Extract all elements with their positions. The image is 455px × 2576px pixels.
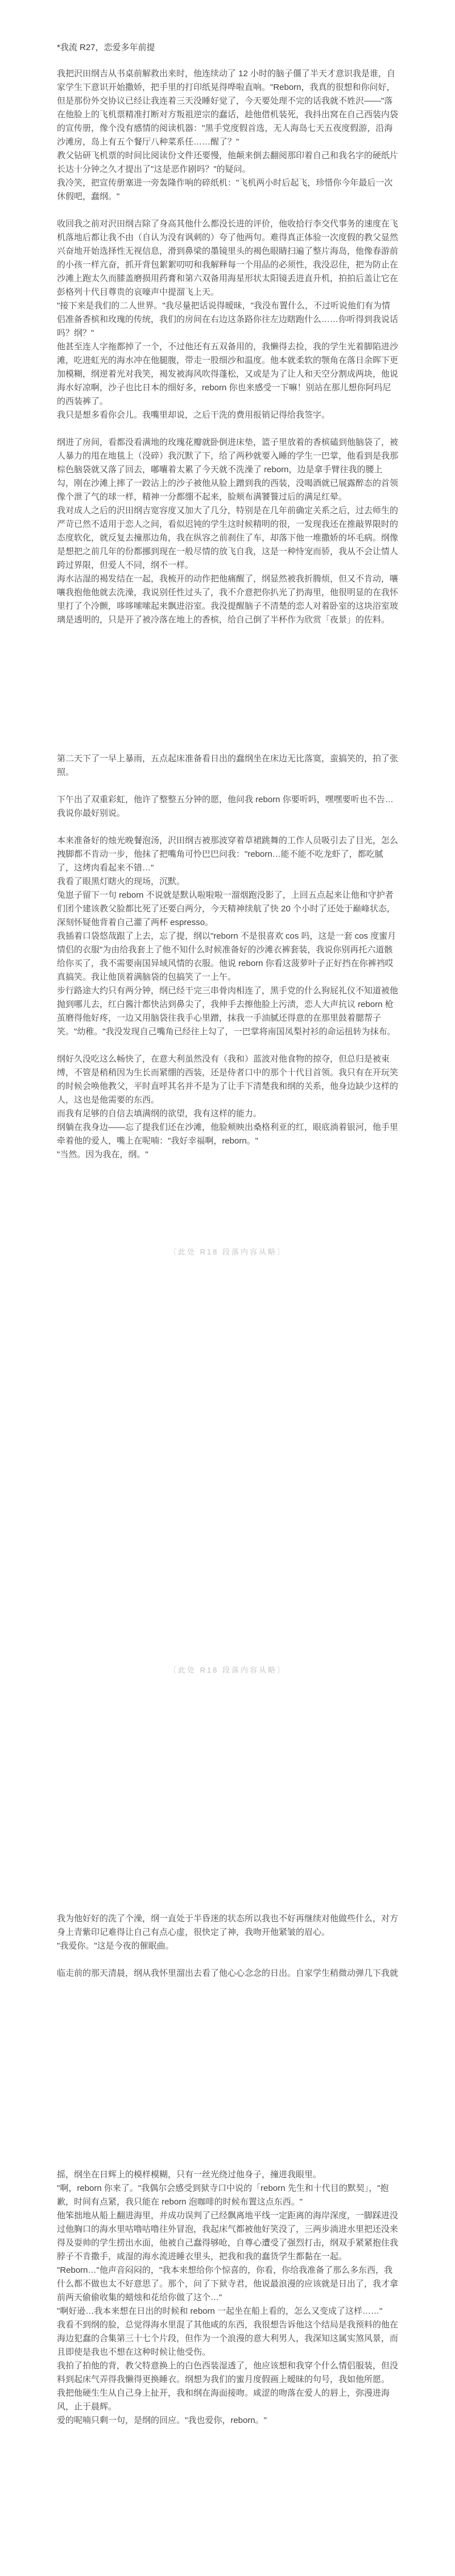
redacted-passage (57, 1175, 398, 1329)
whitespace-gap (57, 779, 398, 793)
paragraph: 我只是想多看你会儿。我嘴里却说，之后干洗的费用报销记得给我签字。 (57, 410, 330, 420)
paragraph: 我对成人之后的沢田纲吉宽容度又加大了几分，特别是在几年前确定关系之后，过去师生的严苛已然不适用于恋人之间，看似迟钝的学生这时候精明的很，一发现我还在推敲界限时的态度软化，就反复去撞那边角，我在纵容之前刹住了车，却落下他一堆撒娇的坏毛病。纲像是想把之前几年的份都挪到现在一般尽情的放飞自我，这是一种恃宠而骄，我从不会让情人跨过界限，但爱人不同，纲不一样。 (57, 506, 399, 570)
paragraph: 纲进了房间，看都没看满地的玫瑰花瓣就卧倒进床垫，篮子里放着的香槟磕到他脑袋了，被人暴力的甩在地毯上（没碎）我沉默了下，给了两秒就要入睡的学生一巴掌，他看到是我那棕色脑袋就又落了回去，嘟囔着太累了今天就不洗澡了 reborn，边是拿手臂往我的腰上勾，刚在沙滩上摔了一跤沾上的沙子被他从脸上蹭到我的西装，没喝酒就已展露醉态的首领像个泄了气的球一样，精神一分都绷不起来，脸颊布满饕餮过后的满足红晕。 (57, 437, 399, 502)
paragraph: "Reborn…"他声音闷闷的，"我本来想给你个惊喜的，你看，你给我准备了那么多东西，我什么都不做也太不好意思了。那个，问了下狱寺君，他说最浪漫的应该就是日出了，我才拿前两天偷偷收集的蜡烛和花给你做了这个…" (57, 2265, 399, 2302)
page-title: *我流 R27，恋爱多年前提 (57, 43, 155, 52)
whitespace-gap (57, 820, 398, 834)
whitespace-gap (57, 1039, 398, 1052)
paragraph: "啊好逊…我本来想在日出的时候和 reborn 一起坐在船上看的，怎么又变成了这样……" (57, 2306, 383, 2316)
paragraph: 我插着口袋悠哉跟了上去，忘了提，纲以"reborn 不是很喜欢 cos 吗，这是一套 cos 度蜜月情侣的衣服"为由给我套上了他不知什么时候准备好的沙滩衣裤套装，我说你别再托六道骸给你买了，我不需要南国异域风情的衣服。他说 reborn 你看这菠萝叶子正好挡在你裤裆哎真搞笑。我让他顶着满脑袋的包搞笑了一上午。 (57, 931, 396, 982)
whitespace-gap (57, 627, 398, 752)
paragraph: 纲好久没吃这么畅快了，在意大利虽然没有（我和）蓝波对他食物的掠夺，但总归是被束缚，不管是稍稍因为生长而紧绷的西装，还是侍者口中的那个十代目首领。我只有在开玩笑的时候会唤他教父，平时直呼其名并不是为了让手下清楚我和纲的关系，他身边缺少这样的人，这也是他需要的东西。 (57, 1054, 399, 1105)
whitespace-gap (57, 422, 398, 436)
paragraph: 本来准备好的烛光晚餐泡汤，沢田纲吉被那波穿着草裙跳舞的工作人员吸引去了目光，怎么拽脚都不肯动一步，他抹了把嘴角可怜巴巴问我："reborn…能不能不吃龙虾了，都吃腻了，这烤肉看起来不错…" (57, 836, 399, 873)
paragraph: 教父钻研飞机票的时间比阅读份文件还要慢，他颠来倒去翻阅那印着自己和我名字的硬纸片长达十分钟之久才提出了"这是恶作剧吗？"的疑问。 (57, 151, 399, 174)
whitespace-gap (57, 1329, 398, 1446)
paragraph: 我把沢田纲吉从书桌前解救出来时，他连续动了 12 小时的脑子僵了半天才意识我是谁，自家学生下意识开始撒娇，把手里的打印纸晃得哗啦直响。"Reborn，我真的很想和你问好，但是那份外交协议已经让我连着三天没睡好觉了，今天要处理不完的话我就不姓沢——"落在他脸上的飞机票精准打断对方叛祖逆宗的蠢话，趁他借机装死，我抖出窝在自己西装内袋的宣传册，像个没有感情的阅读机器："黑手党度假首选，无人海岛七天五夜度假游，沿海沙滩房，岛上有五个餐厅八种菜系任……醒了？" (57, 69, 399, 147)
paragraph: 我拍了拍他的背，教父特意换上的白色西装湿透了，他应该想和我穿个什么情侣服装，但没料到起床气弄得我懒得更换睡衣。纲想为我们的蜜月度假画上暧昧的句号，我如他所愿。 (57, 2361, 399, 2384)
paragraph: 纲躺在我身边——忘了提我们还在沙滩，他脸颊映出桑格利亚的红，眼底淌着银河，他手里牵着他的爱人，嘴上在呢喃："我好幸福啊，reborn。" (57, 1122, 399, 1146)
paragraph: 我把他硬生生从自己身上扯开，我和纲在海面接吻。咸涩的吻落在爱人的唇上，弥漫进海风，止于晨辉。 (57, 2388, 390, 2412)
paragraph: 爱的呢喃只剩一句，是纲的回应。"我也爱你，reborn。" (57, 2416, 267, 2425)
paragraph: "接下来是我们的二人世界。"我尽量把话说得暧昧，"我没布置什么，不过听说他们有为情侣准备香槟和玫瑰的传统，我们的房间在右边这条路你往左边瞎跑什么……你听得到我说话吗？纲？" (57, 301, 399, 338)
whitespace-gap (57, 204, 398, 217)
paragraph: 收回我之前对沢田纲吉除了身高其他什么都没长进的评价，他收拾行李交代事务的速度在飞机落地后都让我不由（自认为没有讽刺的）夸了他两句。难得真正体验一次度假的教父显然兴奋地开始选择性无视信息，滑到鼻梁的墨镜里头的褐色眼睛扫遍了整片海岛，他像春游前的小孩一样亢奋，抓开背包絮絮叨叨和我解释每一个用品的必须性，我没忍住，把为防止在沙滩上跑太久而膝盖磨损用药膏和第六双备用海星形状太阳镜丢进直升机，拍拍后盖让它在彭格列十代目尊贵的哀嚎声中提溜飞上天。 (57, 219, 399, 297)
redaction-note: 〔此处 R18 段落内容从略〕 (168, 1248, 287, 1256)
paragraph: 他甚至连人字拖都掉了一个，不过他还有五双备用的，我懒得去捡，我的学生光着脚陷进沙滩，吃进虹光的海水冲在他腿腹，带走一股细沙和温度。他本就柔软的颚角在落日余晖下更加模糊，纲逆着光对我笑，褐发被海风吹得蓬松，又或是为了让人和天空分割成两块，他说海水好凉啊，沙子也比日本的细好多，reborn 你也来感受一下嘛！别站在那儿想你阿玛尼的西装裤了。 (57, 342, 399, 406)
redaction-note: 〔此处 R18 段落内容从略〕 (168, 1666, 287, 1674)
paragraph: 兔崽子留下一句 reborn 不说就是默认啦啦啦一溜烟跑没影了，上回五点起来让他和守护者们团个建该教父脸都比死了还要白两分，今天精神续航了快 20 个小时了还处于巅峰状态，深刻怀疑他背着自己灌了两杯 espresso。 (57, 890, 396, 927)
paragraph: 而我有足够的自信去填满纲的欲望，我有这样的能力。 (57, 1109, 262, 1118)
paragraph: 海水沾湿的褐发结在一起，我梳开的动作把他痛醒了，纲显然被我折腾烦，但又不肯动，嚷嚷我抱他他就去洗澡，我说别任性过头了，我不介意把你扒光了扔海里，他很明显的在我怀里打了个冷颤，哆哆嗦嗦起来飘进浴室。我没提醒脑子不清楚的恋人对着卧室的这块浴室玻璃是透明的，只是开了被冷落在地上的香槟，给自己倒了半杯作为欣赏「夜景」的佐料。 (57, 574, 399, 625)
paragraph: 下午出了双重彩虹，他许了整整五分钟的愿，他问我 reborn 你要听吗，嘿嘿要听也不告…我说你最好别说。 (57, 795, 394, 818)
whitespace-gap (57, 1895, 398, 1912)
paragraph: 摇，纲坐在日辉上的模样模糊，只有一丝光绕过他身子，撞进我眼里。 (57, 2170, 322, 2179)
paragraph: 我看了眼黑灯瞎火的现场，沉默。 (57, 877, 185, 886)
whitespace-gap (57, 1953, 398, 1967)
paragraph: 第二天下了一早上暴雨，五点起床准备看日出的蠢纲坐在床边无比落寞，蛮搞笑的，拍了张照。 (57, 754, 399, 777)
paragraph: "啊，reborn 你来了。"我偶尔会感受到狱寺口中说的「reborn 先生和十代目的默契」，"抱歉，时间有点紧，我只能在 reborn 泡咖啡的时候布置这点东西。" (57, 2183, 389, 2207)
paragraph: 我看不到纲的脸，总觉得海水里混了其他咸的东西，我很想告诉他这个结局是我预料的他在海边犯蠢的合集第三十七个片段，但作为一个浪漫的意大利男人，我深知这属实煞风景，而且即使是我也不想在这种时候让他受伤。 (57, 2320, 399, 2357)
whitespace-gap (57, 1162, 398, 1175)
paragraph: "我爱你。"这是今夜的催眠曲。 (57, 1941, 174, 1951)
redacted-passage (57, 1446, 398, 1895)
paragraph: 步行路途大约只有两分钟，纲已经干完三串骨肉相连了，黑手党的什么狗屁礼仪不知道被他抛到哪儿去，红白酱汁都快沾到鼻尖了，我伸手去擦他脸上污渍，恋人大声抗议 reborn 枪茧磨得他好疼，一边又用脑袋往我手心里蹭，抹我一手油腻还得意的在那里鼓着腮帮子笑。"幼稚。"我没发现自己嘴角已经往上勾了，一巴掌将南国凤梨衬衫的命运扭转为抹布。 (57, 986, 399, 1037)
paragraph: 我为他好好的洗了个澡，纲一直处于半昏迷的状态所以我也不好再继续对他做些什么，对方身上青紫印记难得让自己有点心虚，很快定了神，我吻开他紧皱的眉心。 (57, 1914, 399, 1937)
paragraph: "当然。因为我在，纲。" (57, 1150, 148, 1159)
paragraph: 临走前的那天清晨，纲从我怀里溜出去看了他心心念念的日出。自家学生稍微动弹几下我就 (57, 1968, 399, 1978)
paragraph: 他笨拙地从船上翻进海里，并成功误判了已经飘离地平线一定距离的海岸深度，一脚踩进没过他胸口的海水里咕噜咕噜往外冒泡，我起床气都被他好笑没了，三两步淌进水里把还没来得及耍帅的学生捞出水面，他被自己蠢得够呛，自尊心遭受了强烈打击，纲双手紧紧抱住我脖子不肯撒手，咸湿的海水流进睡衣里头，把我和我的蠢货学生都黏在一起。 (57, 2211, 399, 2261)
whitespace-gap (57, 1980, 398, 2168)
paragraph: 我冷笑，把宣传册塞进一旁轰隆作响的碎纸机："飞机两小时后起飞，珍惜你今年最后一次休假吧，蠢纲。" (57, 178, 393, 201)
